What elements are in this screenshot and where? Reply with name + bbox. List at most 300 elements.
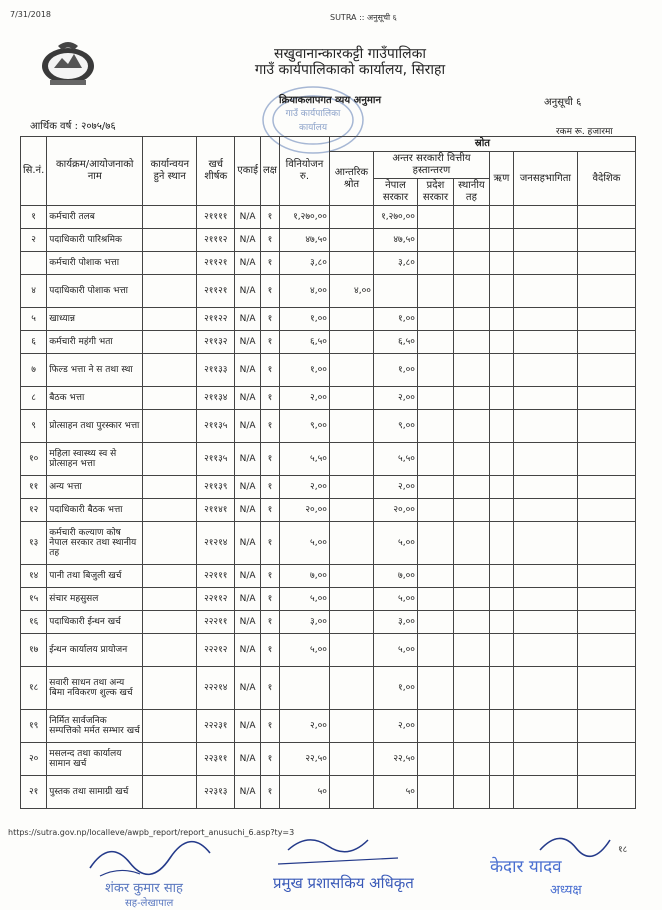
cell-name: सवारी साधन तथा अन्य बिमा नविकरण शुल्क खर्च <box>47 667 143 710</box>
print-date: 7/31/2018 <box>10 10 52 19</box>
cell-loan <box>489 776 513 809</box>
cell-unit: N/A <box>235 443 261 476</box>
cell-sn: २० <box>21 743 47 776</box>
cell-unit: N/A <box>235 252 261 275</box>
organization-name: सखुवानान्कारकट्टी गाउँपालिका <box>274 46 426 62</box>
cell-allocation: २,०० <box>279 476 329 499</box>
cell-foreign <box>577 499 635 522</box>
cell-loan <box>489 206 513 229</box>
cell-nepal-govt: २,०० <box>373 387 417 410</box>
cell-community <box>513 308 577 331</box>
cell-province <box>417 522 453 565</box>
cell-province <box>417 667 453 710</box>
cell-foreign <box>577 443 635 476</box>
cell-foreign <box>577 229 635 252</box>
cell-code: २२२१४ <box>197 667 235 710</box>
cell-internal <box>329 634 373 667</box>
cell-loan <box>489 565 513 588</box>
cell-nepal-govt: १,०० <box>373 667 417 710</box>
cell-internal <box>329 499 373 522</box>
cell-allocation <box>279 667 329 710</box>
cell-target: १ <box>260 252 279 275</box>
cell-internal <box>329 743 373 776</box>
cell-location <box>143 565 197 588</box>
cell-nepal-govt: ३,०० <box>373 611 417 634</box>
cell-target: १ <box>260 229 279 252</box>
cell-loan <box>489 410 513 443</box>
cell-code: २११३४ <box>197 387 235 410</box>
cell-unit: N/A <box>235 410 261 443</box>
cell-code: २११३९ <box>197 476 235 499</box>
cell-name: फिल्ड भत्ता ने स तथा स्था <box>47 354 143 387</box>
cell-local <box>453 410 489 443</box>
cell-code: २११११ <box>197 206 235 229</box>
cell-target: १ <box>260 476 279 499</box>
cell-foreign <box>577 387 635 410</box>
cell-target: १ <box>260 499 279 522</box>
cell-allocation: ५० <box>279 776 329 809</box>
cell-local <box>453 710 489 743</box>
cell-name: कर्मचारी पोशाक भत्ता <box>47 252 143 275</box>
cell-allocation: १,२७०,०० <box>279 206 329 229</box>
fiscal-year: आर्थिक वर्ष : २०७५/७६ <box>30 121 116 132</box>
table-row <box>21 354 636 387</box>
header-source: स्रोत <box>329 137 635 152</box>
cell-province <box>417 229 453 252</box>
cell-province <box>417 476 453 499</box>
cell-sn: ७ <box>21 354 47 387</box>
cell-name: प्रोत्साहन तथा पुरस्कार भत्ता <box>47 410 143 443</box>
cell-local <box>453 565 489 588</box>
cell-internal <box>329 410 373 443</box>
cell-internal <box>329 252 373 275</box>
cell-sn <box>21 252 47 275</box>
cell-unit: N/A <box>235 565 261 588</box>
cell-province <box>417 410 453 443</box>
signature-left <box>70 828 240 908</box>
cell-internal <box>329 667 373 710</box>
cell-internal <box>329 611 373 634</box>
cell-community <box>513 588 577 611</box>
cell-foreign <box>577 354 635 387</box>
cell-name: निर्मित सार्वजनिक सम्पत्तिको मर्मत सम्भार खर्च <box>47 710 143 743</box>
cell-loan <box>489 308 513 331</box>
cell-target: १ <box>260 611 279 634</box>
table-row <box>21 443 636 476</box>
cell-nepal-govt: १,०० <box>373 308 417 331</box>
header-target: लक्ष <box>260 137 279 206</box>
signature-center <box>248 822 418 902</box>
page-number: १८ <box>618 845 628 855</box>
cell-internal <box>329 522 373 565</box>
cell-allocation: ५,०० <box>279 634 329 667</box>
cell-code: २११२२ <box>197 308 235 331</box>
cell-loan <box>489 275 513 308</box>
cell-code: २१११२ <box>197 229 235 252</box>
cell-allocation: ३,०० <box>279 611 329 634</box>
cell-sn: २ <box>21 229 47 252</box>
cell-name: बैठक भत्ता <box>47 387 143 410</box>
cell-nepal-govt: २,०० <box>373 710 417 743</box>
cell-nepal-govt: ५,०० <box>373 634 417 667</box>
header-allocation: विनियोजन रु. <box>279 137 329 206</box>
cell-local <box>453 331 489 354</box>
cell-local <box>453 611 489 634</box>
cell-name: पुस्तक तथा सामाग्री खर्च <box>47 776 143 809</box>
cell-local <box>453 476 489 499</box>
cell-allocation: ७,०० <box>279 565 329 588</box>
cell-community <box>513 331 577 354</box>
cell-province <box>417 565 453 588</box>
cell-allocation: २,०० <box>279 387 329 410</box>
cell-allocation: ४७,५० <box>279 229 329 252</box>
left-signer-title: सह-लेखापाल <box>125 898 174 908</box>
cell-sn: १३ <box>21 522 47 565</box>
header-local: स्थानीय तह <box>453 179 489 206</box>
cell-unit: N/A <box>235 499 261 522</box>
cell-sn: १२ <box>21 499 47 522</box>
cell-target: १ <box>260 410 279 443</box>
cell-code: २११३२ <box>197 331 235 354</box>
cell-foreign <box>577 206 635 229</box>
cell-allocation: १,०० <box>279 354 329 387</box>
cell-sn: १९ <box>21 710 47 743</box>
cell-foreign <box>577 308 635 331</box>
cell-community <box>513 611 577 634</box>
cell-sn: ६ <box>21 331 47 354</box>
cell-community <box>513 565 577 588</box>
cell-location <box>143 776 197 809</box>
table-row <box>21 275 636 308</box>
cell-sn: १० <box>21 443 47 476</box>
cell-name: कर्मचारी महंगी भता <box>47 331 143 354</box>
cell-nepal-govt <box>373 275 417 308</box>
cell-nepal-govt: ६,५० <box>373 331 417 354</box>
cell-sn: ८ <box>21 387 47 410</box>
cell-allocation: ९,०० <box>279 410 329 443</box>
cell-nepal-govt: ३,८० <box>373 252 417 275</box>
header-foreign: वैदेशिक <box>577 152 635 206</box>
cell-local <box>453 667 489 710</box>
cell-foreign <box>577 275 635 308</box>
table-row <box>21 565 636 588</box>
cell-allocation: ३,८० <box>279 252 329 275</box>
cell-location <box>143 611 197 634</box>
table-row <box>21 331 636 354</box>
cell-community <box>513 522 577 565</box>
cell-foreign <box>577 252 635 275</box>
cell-internal <box>329 710 373 743</box>
cell-code: २२२१२ <box>197 634 235 667</box>
signature-right <box>480 820 656 904</box>
cell-target: १ <box>260 354 279 387</box>
cell-sn: १६ <box>21 611 47 634</box>
cell-nepal-govt: ५,०० <box>373 588 417 611</box>
cell-foreign <box>577 476 635 499</box>
cell-location <box>143 476 197 499</box>
header-program: कार्यक्रम/आयोजनाको नाम <box>47 137 143 206</box>
cell-province <box>417 499 453 522</box>
cell-unit: N/A <box>235 522 261 565</box>
cell-location <box>143 743 197 776</box>
cell-community <box>513 710 577 743</box>
cell-location <box>143 634 197 667</box>
table-row <box>21 206 636 229</box>
cell-local <box>453 275 489 308</box>
cell-internal <box>329 476 373 499</box>
cell-code: २२२३१ <box>197 710 235 743</box>
cell-allocation: १,०० <box>279 308 329 331</box>
table-row <box>21 499 636 522</box>
table-row <box>21 710 636 743</box>
cell-local <box>453 743 489 776</box>
header-unit: एकाई <box>235 137 261 206</box>
cell-nepal-govt: ७,०० <box>373 565 417 588</box>
header-code: खर्च शीर्षक <box>197 137 235 206</box>
document-title: क्रियाकलापगत व्यय अनुमान <box>278 95 381 106</box>
cell-loan <box>489 710 513 743</box>
cell-location <box>143 387 197 410</box>
cell-allocation: ४,०० <box>279 275 329 308</box>
cell-community <box>513 443 577 476</box>
cell-province <box>417 710 453 743</box>
cell-internal <box>329 776 373 809</box>
cell-location <box>143 499 197 522</box>
cell-community <box>513 743 577 776</box>
cell-province <box>417 588 453 611</box>
nepal-emblem-icon <box>40 36 96 88</box>
cell-sn: १४ <box>21 565 47 588</box>
cell-internal <box>329 565 373 588</box>
cell-local <box>453 308 489 331</box>
cell-allocation: ५,०० <box>279 522 329 565</box>
cell-loan <box>489 743 513 776</box>
cell-internal <box>329 354 373 387</box>
cell-province <box>417 387 453 410</box>
cell-internal <box>329 443 373 476</box>
cell-target: १ <box>260 206 279 229</box>
cell-foreign <box>577 743 635 776</box>
cell-loan <box>489 331 513 354</box>
cell-loan <box>489 634 513 667</box>
table-row <box>21 522 636 565</box>
cell-nepal-govt: ५,५० <box>373 443 417 476</box>
cell-location <box>143 354 197 387</box>
cell-code: २११२१ <box>197 275 235 308</box>
header-community: जनसहभागिता <box>513 152 577 206</box>
cell-location <box>143 588 197 611</box>
cell-loan <box>489 476 513 499</box>
cell-local <box>453 499 489 522</box>
cell-foreign <box>577 522 635 565</box>
cell-allocation: २२,५० <box>279 743 329 776</box>
cell-nepal-govt: २,०० <box>373 476 417 499</box>
cell-sn: ५ <box>21 308 47 331</box>
cell-province <box>417 443 453 476</box>
cell-loan <box>489 611 513 634</box>
cell-allocation: ५,५० <box>279 443 329 476</box>
cell-sn: १५ <box>21 588 47 611</box>
cell-community <box>513 667 577 710</box>
cell-community <box>513 252 577 275</box>
cell-unit: N/A <box>235 354 261 387</box>
center-signer-title: प्रमुख प्रशासकिय अधिकृत <box>273 874 414 892</box>
cell-local <box>453 354 489 387</box>
cell-local <box>453 387 489 410</box>
cell-community <box>513 229 577 252</box>
cell-province <box>417 776 453 809</box>
cell-code: २११३५ <box>197 443 235 476</box>
cell-location <box>143 206 197 229</box>
cell-foreign <box>577 667 635 710</box>
cell-allocation: ५,०० <box>279 588 329 611</box>
cell-province <box>417 634 453 667</box>
table-row <box>21 476 636 499</box>
cell-sn: १८ <box>21 667 47 710</box>
cell-province <box>417 206 453 229</box>
cell-foreign <box>577 588 635 611</box>
cell-code: २११४१ <box>197 499 235 522</box>
table-row <box>21 588 636 611</box>
cell-name: पानी तथा बिजुली खर्च <box>47 565 143 588</box>
cell-location <box>143 308 197 331</box>
table-row <box>21 229 636 252</box>
cell-nepal-govt: २२,५० <box>373 743 417 776</box>
cell-province <box>417 308 453 331</box>
cell-name: महिला स्वास्थ्य स्व से प्रोत्साहन भत्ता <box>47 443 143 476</box>
cell-nepal-govt: ५,०० <box>373 522 417 565</box>
cell-name: मसलन्द तथा कार्यालय सामान खर्च <box>47 743 143 776</box>
cell-nepal-govt: ९,०० <box>373 410 417 443</box>
table-row <box>21 611 636 634</box>
cell-loan <box>489 443 513 476</box>
cell-unit: N/A <box>235 229 261 252</box>
cell-local <box>453 252 489 275</box>
header-intergov: अन्तर सरकारी वित्तीय हस्तान्तरण <box>373 152 489 179</box>
cell-location <box>143 252 197 275</box>
cell-code: २११२१ <box>197 252 235 275</box>
cell-community <box>513 499 577 522</box>
cell-internal <box>329 229 373 252</box>
cell-province <box>417 331 453 354</box>
cell-sn: ११ <box>21 476 47 499</box>
cell-province <box>417 354 453 387</box>
cell-sn: ४ <box>21 275 47 308</box>
cell-name: अन्य भत्ता <box>47 476 143 499</box>
cell-target: १ <box>260 308 279 331</box>
table-row <box>21 308 636 331</box>
cell-foreign <box>577 565 635 588</box>
cell-internal <box>329 588 373 611</box>
cell-target: १ <box>260 743 279 776</box>
cell-unit: N/A <box>235 331 261 354</box>
cell-community <box>513 776 577 809</box>
cell-target: १ <box>260 443 279 476</box>
table-row <box>21 410 636 443</box>
cell-allocation: २,०० <box>279 710 329 743</box>
cell-internal <box>329 308 373 331</box>
cell-nepal-govt: ४७,५० <box>373 229 417 252</box>
table-row <box>21 776 636 809</box>
cell-nepal-govt: १,२७०,०० <box>373 206 417 229</box>
cell-code: २२२११ <box>197 611 235 634</box>
right-signer-title: अध्यक्ष <box>550 883 582 898</box>
cell-unit: N/A <box>235 776 261 809</box>
cell-loan <box>489 252 513 275</box>
header-internal: आन्तरिक श्रोत <box>329 152 373 206</box>
cell-unit: N/A <box>235 710 261 743</box>
cell-unit: N/A <box>235 275 261 308</box>
right-signer-name: केदार यादव <box>490 857 562 877</box>
cell-internal <box>329 387 373 410</box>
amount-unit: रकम रू. हजारमा <box>556 127 613 137</box>
annex-label: अनुसूची ६ <box>544 97 582 108</box>
header-province: प्रदेश सरकार <box>417 179 453 206</box>
cell-internal: ४,०० <box>329 275 373 308</box>
stamp-line2: कार्यालय <box>298 123 328 133</box>
cell-loan <box>489 229 513 252</box>
cell-local <box>453 634 489 667</box>
cell-location <box>143 522 197 565</box>
header-loan: ऋण <box>489 152 513 206</box>
cell-name: पदाधिकारी ईन्धन खर्च <box>47 611 143 634</box>
cell-name: पदाधिकारी पोशाक भत्ता <box>47 275 143 308</box>
cell-sn: ९ <box>21 410 47 443</box>
system-title: SUTRA :: अनुसूची ६ <box>330 13 397 22</box>
cell-loan <box>489 588 513 611</box>
cell-internal <box>329 206 373 229</box>
cell-province <box>417 611 453 634</box>
cell-location <box>143 275 197 308</box>
cell-sn: १७ <box>21 634 47 667</box>
cell-allocation: ६,५० <box>279 331 329 354</box>
header-nepal-govt: नेपाल सरकार <box>373 179 417 206</box>
header-location: कार्यान्वयन हुने स्थान <box>143 137 197 206</box>
cell-local <box>453 443 489 476</box>
stamp-line1: गाउँ कार्यपालिका <box>285 109 341 119</box>
cell-unit: N/A <box>235 206 261 229</box>
cell-target: १ <box>260 522 279 565</box>
cell-target: १ <box>260 710 279 743</box>
cell-province <box>417 743 453 776</box>
table-row <box>21 667 636 710</box>
cell-target: १ <box>260 776 279 809</box>
header-sn: सि.नं. <box>21 137 47 206</box>
cell-unit: N/A <box>235 588 261 611</box>
cell-foreign <box>577 710 635 743</box>
cell-target: १ <box>260 331 279 354</box>
cell-community <box>513 410 577 443</box>
table-row <box>21 252 636 275</box>
cell-province <box>417 252 453 275</box>
cell-code: २११३५ <box>197 410 235 443</box>
cell-local <box>453 522 489 565</box>
cell-location <box>143 443 197 476</box>
cell-location <box>143 710 197 743</box>
cell-unit: N/A <box>235 634 261 667</box>
cell-community <box>513 634 577 667</box>
cell-sn: १ <box>21 206 47 229</box>
cell-community <box>513 476 577 499</box>
cell-name: संचार महसुसल <box>47 588 143 611</box>
cell-community <box>513 275 577 308</box>
cell-foreign <box>577 410 635 443</box>
cell-loan <box>489 667 513 710</box>
cell-community <box>513 354 577 387</box>
table-row <box>21 743 636 776</box>
cell-target: १ <box>260 275 279 308</box>
cell-code: २२११२ <box>197 588 235 611</box>
